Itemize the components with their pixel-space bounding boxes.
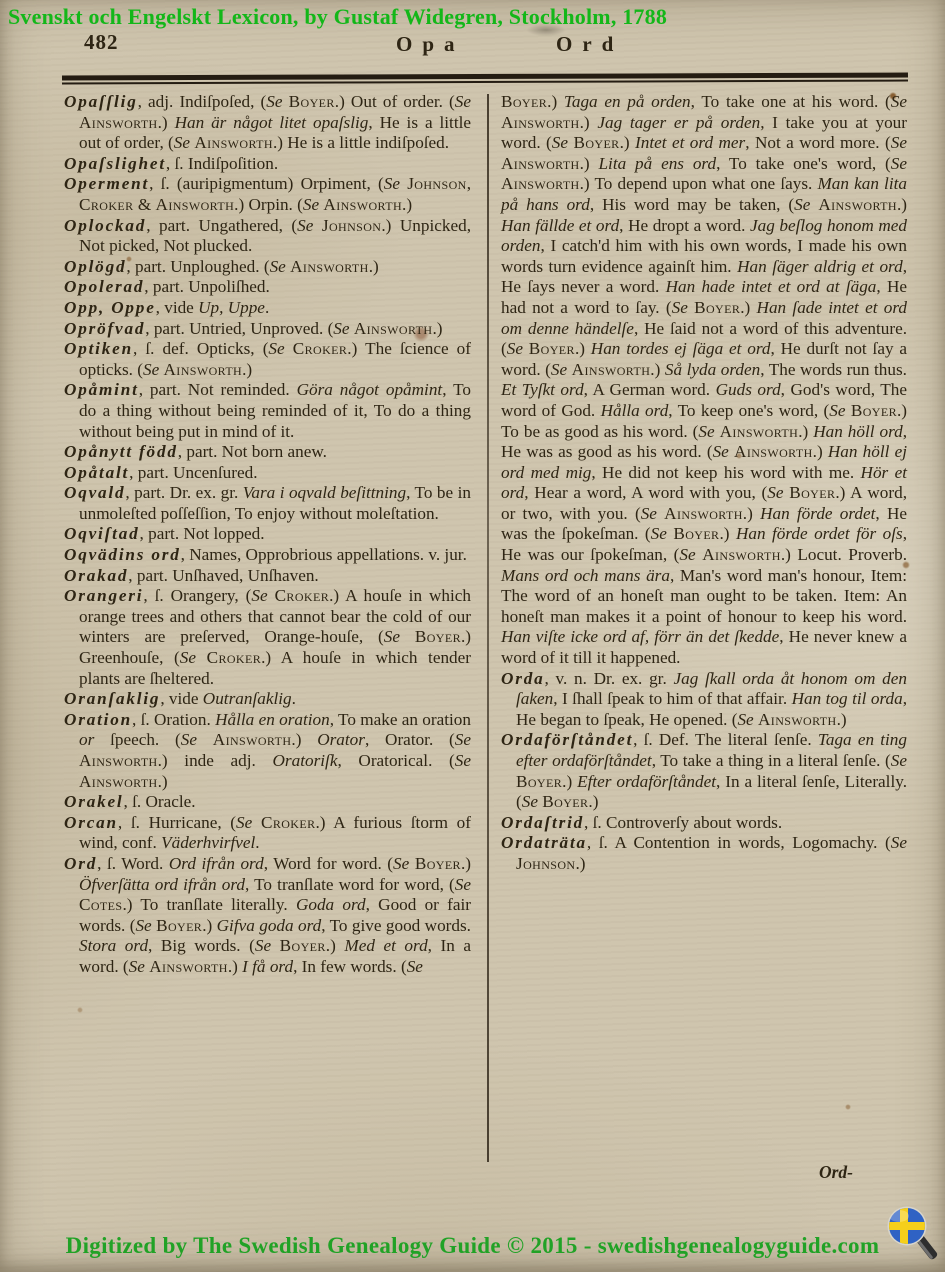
dictionary-entry: Oqviſtad, part. Not lopped. <box>64 524 265 544</box>
dictionary-entry: Opolerad, part. Unpoliſhed. <box>64 277 270 297</box>
entry-headword: Orakel <box>64 792 124 812</box>
entry-headword: Operment <box>64 174 150 194</box>
entry-headword: Oranſaklig <box>64 689 161 709</box>
dictionary-entry: Ordaförſtåndet, ſ. Def. The literal ſenſe. Taga en ting efter ordaförſtåndet, To take a thing in a literal ſenſe. (Se Boyer.) Efter ordaförſtåndet, In a literal ſenſe, Literally. (Se Boyer.) <box>501 730 908 812</box>
dictionary-entry: Oplögd, part. Unploughed. (Se Ainsworth.) <box>64 256 379 276</box>
entry-headword: Opröfvad <box>64 318 146 338</box>
dictionary-entry: Boyer.) Taga en på orden, To take one at his word. (Se Ainsworth.) Jag tager er på orden, I take you at your word. (Se Boyer.) Intet et ord mer, Not a word more. (Se Ainsworth.) Lita på ens ord, To take one's word, (Se Ainsworth.) To depend upon what one ſays. Man kan lita på hans ord, His word may be taken, (Se Ainsworth.) Han fällde et ord, He dropt a word. Jag beſlog honom med orden, I catch'd him with his own words, I made his own words turn evidence againſt him. Han ſäger aldrig et ord, He ſays never a word. Han hade intet et ord at ſäga, He had not a word to ſay. (Se Boyer.) Han ſade intet et ord om denne händelſe, He ſaid not a word of this adventure. (Se Boyer.) Han tordes ej ſäga et ord, He durſt not ſay a word. (Se Ainsworth.) Så lyda orden, The words run thus. Et Tyſkt ord, A German word. Guds ord, God's word, The word of God. Hålla ord, To keep one's word, (Se Boyer.) To be as good as his word. (Se Ainsworth.) Han höll ord, He was as good as his word. (Se Ainsworth.) Han höll ej ord med mig, He did not keep his word with me. Hör et ord, Hear a word, A word with you, (Se Boyer.) A word, or two, with you. (Se Ainsworth.) Han förde ordet, He was the ſpokeſman. (Se Boyer.) Han förde ordet för oſs, He was our ſpokeſman, (Se Ainsworth.) Locut. Proverb. Mans ord och mans ära, Man's word man's honour, Item: The word of an honeſt man ought to be taken. Item: An honeſt man makes it a point of honour to keep his word. Han viſte icke ord af, förr än det ſkedde, He never knew a word of it till it happened. <box>501 92 908 668</box>
dictionary-entry: Orcan, ſ. Hurricane, (Se Croker.) A furious ſtorm of wind, conf. Väderhvirfvel. <box>64 812 471 853</box>
entry-headword: Oqvald <box>64 483 126 503</box>
dictionary-entry: Operment, ſ. (auripigmentum) Orpiment, (Se Johnson, Croker & Ainsworth.) Orpin. (Se Ainsworth.) <box>64 174 471 214</box>
entry-headword: Ordaträta <box>501 833 587 853</box>
right-column <box>501 92 907 875</box>
dictionary-entry: Opaſslighet, ſ. Indiſpoſition. <box>64 153 279 173</box>
column-divider-rule <box>487 94 489 1162</box>
entry-headword: Opp, Oppe <box>64 297 156 317</box>
dictionary-entry: Oranſaklig, vide Outranſaklig. <box>64 689 296 709</box>
entry-headword: Opaſſlig <box>64 92 138 111</box>
dictionary-entry: Ord, ſ. Word. Ord ifrån ord, Word for word. (Se Boyer.) Öfverſätta ord ifrån ord, To tranſlate word for word, (Se Cotes.) To tranſlate literally. Goda ord, Good or fair words. (Se Boyer.) Gifva goda ord, To give good words. Stora ord, Big words. (Se Boyer.) Med et ord, In a word. (Se Ainsworth.) I få ord, In few words. (Se <box>64 853 472 976</box>
digitization-footer: Digitized by The Swedish Genealogy Guide © 2015 - swedishgenealogyguide.com <box>65 1233 880 1258</box>
entry-headword: Opåtalt <box>64 462 130 482</box>
entry-headword: Ordaſtrid <box>501 812 585 832</box>
entry-headword: Opolerad <box>64 277 145 297</box>
entry-headword: Opåmint <box>64 380 139 400</box>
dictionary-entry: Opröfvad, part. Untried, Unproved. (Se Ainsworth.) <box>64 318 443 338</box>
guide-word-left: Opa <box>396 32 465 56</box>
digitization-banner: Svenskt och Engelskt Lexicon, by Gustaf Widegren, Stockholm, 1788 <box>8 4 668 29</box>
entry-headword: Oqviſtad <box>64 524 140 544</box>
entry-headword: Opaſslighet <box>64 153 166 173</box>
dictionary-entry: Opånytt född, part. Not born anew. <box>64 442 327 462</box>
dictionary-entry: Opp, Oppe, vide Up, Uppe. <box>64 297 270 317</box>
dictionary-entry: Orangeri, ſ. Orangery, (Se Croker.) A houſe in which orange trees and others that cannot bear the cold of our winters are preſerved, Orange-houſe, (Se Boyer.) Greenhouſe, (Se Croker.) A houſe in which tender plants are ſheltered. <box>64 586 472 688</box>
dictionary-entry: Ordaſtrid, ſ. Controverſy about words. <box>501 812 783 832</box>
left-column <box>64 92 471 978</box>
dictionary-entry: Orakel, ſ. Oracle. <box>64 792 196 812</box>
entry-headword: Oration <box>64 709 132 729</box>
dictionary-entry: Oqvädins ord, Names, Opprobrious appellations. v. jur. <box>64 545 467 565</box>
entry-headword: Optiken <box>64 339 133 359</box>
catchword: Ord- <box>818 1162 853 1182</box>
dictionary-entry: Opaſſlig, adj. Indiſpoſed, (Se Boyer.) Out of order. (Se Ainsworth.) Han är något litet opaſslig, He is a little out of order, (Se Ainsworth.) He is a little indiſpoſed. <box>64 92 472 153</box>
dictionary-entry: Optiken, ſ. def. Opticks, (Se Croker.) The ſcience of opticks. (Se Ainsworth.) <box>64 339 471 379</box>
swedish-flag-magnifier-icon <box>886 1204 938 1268</box>
entry-headword: Opånytt född <box>64 442 178 462</box>
dictionary-entry: Oplockad, part. Ungathered, (Se Johnson.) Unpicked, Not picked, Not plucked. <box>64 215 471 256</box>
dictionary-entry: Oqvald, part. Dr. ex. gr. Vara i oqvald beſittning, To be in unmoleſted poſſeſſion, To enjoy without moleſtation. <box>64 483 471 523</box>
entry-headword: Orcan <box>64 812 118 832</box>
entry-headword: Oplögd <box>64 256 127 276</box>
header-rule <box>62 73 908 87</box>
dictionary-entry: Ordaträta, ſ. A Contention in words, Logomachy. (Se Johnson.) <box>501 833 907 873</box>
entry-headword: Oplockad <box>64 215 147 235</box>
dictionary-entry: Opåmint, part. Not reminded. Göra något opåmint, To do a thing without being reminded of it, To do a thing without being put in mind of it. <box>64 380 471 441</box>
entry-headword: Orangeri <box>64 586 144 606</box>
dictionary-entry: Orakad, part. Unſhaved, Unſhaven. <box>64 565 319 585</box>
entry-headword: Oqvädins ord <box>64 545 181 565</box>
entry-headword: Ordaförſtåndet <box>501 730 634 750</box>
guide-word-right: Ord <box>556 32 624 56</box>
page-number: 482 <box>84 30 119 54</box>
entry-headword: Ord <box>64 853 98 873</box>
entry-headword: Orakad <box>64 565 129 585</box>
entry-headword: Orda <box>501 668 545 688</box>
dictionary-entry: Orda, v. n. Dr. ex. gr. Jag ſkall orda åt honom om den ſaken, I ſhall ſpeak to him of that affair. Han tog til orda, He began to ſpeak, He opened. (Se Ainsworth.) <box>501 668 907 729</box>
dictionary-entry: Opåtalt, part. Uncenſured. <box>64 462 258 482</box>
dictionary-entry: Oration, ſ. Oration. Hålla en oration, To make an oration or ſpeech. (Se Ainsworth.) Orator, Orator. (Se Ainsworth.) inde adj. Oratoriſk, Oratorical. (Se Ainsworth.) <box>64 709 471 791</box>
